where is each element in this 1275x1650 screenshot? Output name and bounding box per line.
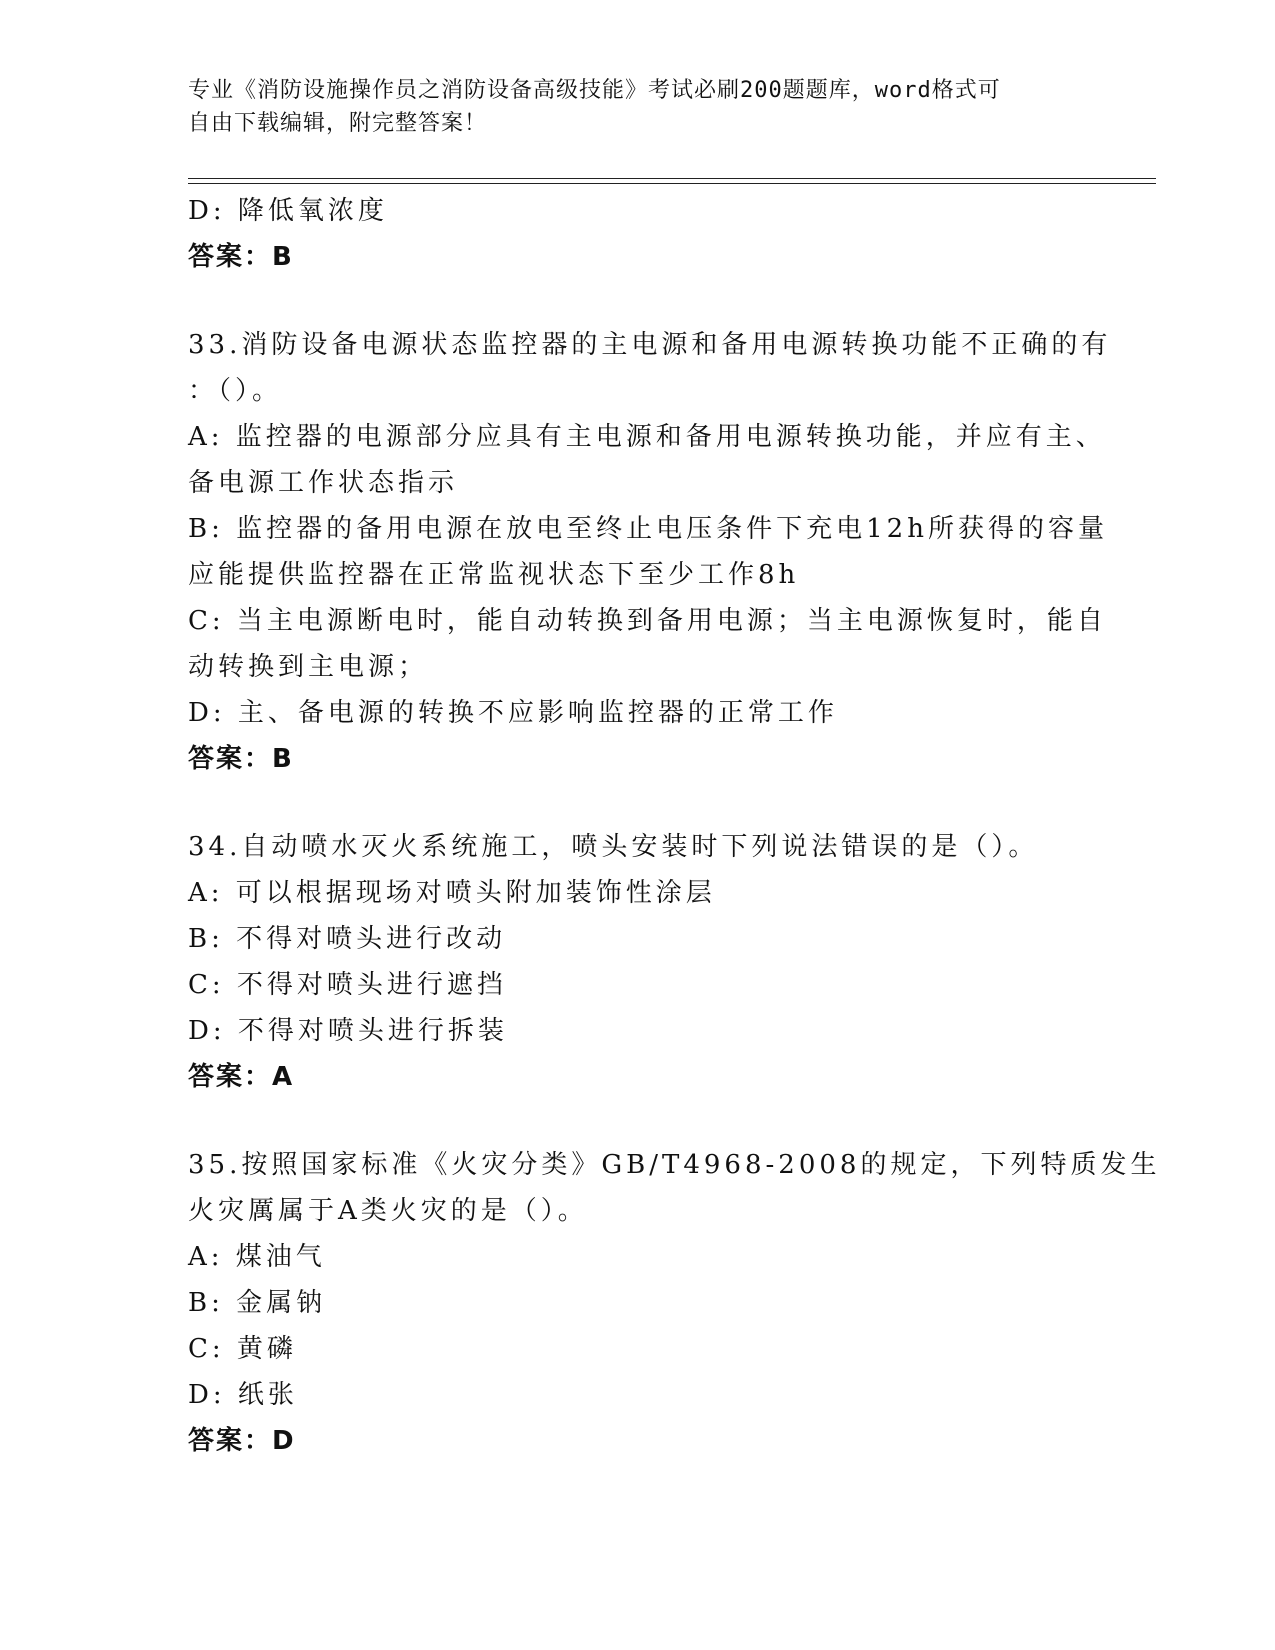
question-content <box>188 188 1161 1464</box>
answer-line: 答案：B <box>188 242 294 272</box>
header-line-2: 自由下载编辑，附完整答案！ <box>188 111 488 136</box>
answer-line: 答案：D <box>188 1426 296 1456</box>
option-d: D: 纸张 <box>188 1380 298 1410</box>
question-34 <box>188 824 1088 1100</box>
answer-line: 答案：A <box>188 1062 295 1092</box>
option-d: D: 主、备电源的转换不应影响监控器的正常工作 <box>188 698 838 728</box>
header-divider-top <box>188 178 1156 179</box>
question-35 <box>188 1142 1161 1464</box>
question-stem-line-1: 33.消防设备电源状态监控器的主电源和备用电源转换功能不正确的有 <box>188 330 1112 360</box>
option-b-line-1: B: 监控器的备用电源在放电至终止电压条件下充电12h所获得的容量 <box>188 514 1108 544</box>
option-b: B: 金属钠 <box>188 1288 327 1318</box>
option-a-line-2: 备电源工作状态指示 <box>188 468 459 498</box>
page-header <box>188 74 1068 140</box>
option-c: C: 黄磷 <box>188 1334 297 1364</box>
question-stem-line-2: ：（）。 <box>188 376 283 406</box>
option-b-line-2: 应能提供监控器在正常监视状态下至少工作8h <box>188 560 800 590</box>
spacer <box>188 280 1088 322</box>
question-stem-line-1: 35.按照国家标准《火灾分类》GB/T4968-2008的规定，下列特质发生 <box>188 1150 1161 1180</box>
question-32-tail <box>188 188 1088 280</box>
spacer <box>188 1100 1088 1142</box>
option-a: A: 可以根据现场对喷头附加装饰性涂层 <box>188 878 716 908</box>
option-d: D: 不得对喷头进行拆装 <box>188 1016 508 1046</box>
header-divider-bottom <box>188 183 1156 184</box>
option-b: B: 不得对喷头进行改动 <box>188 924 507 954</box>
question-33 <box>188 322 1112 782</box>
option-c-line-2: 动转换到主电源； <box>188 652 429 682</box>
option-c: C: 不得对喷头进行遮挡 <box>188 970 507 1000</box>
spacer <box>188 782 1088 824</box>
answer-line: 答案：B <box>188 744 294 774</box>
option-c-line-1: C: 当主电源断电时，能自动转换到备用电源；当主电源恢复时，能自 <box>188 606 1107 636</box>
option-d: D: 降低氧浓度 <box>188 196 388 226</box>
question-stem-line-2: 火灾厲属于A类火灾的是（）。 <box>188 1196 588 1226</box>
header-line-1: 专业《消防设施操作员之消防设备高级技能》考试必刷200题题库，word格式可 <box>188 78 1001 103</box>
option-a: A: 煤油气 <box>188 1242 326 1272</box>
option-a-line-1: A: 监控器的电源部分应具有主电源和备用电源转换功能，并应有主、 <box>188 422 1106 452</box>
question-stem: 34.自动喷水灭火系统施工，喷头安装时下列说法错误的是（）。 <box>188 832 1039 862</box>
